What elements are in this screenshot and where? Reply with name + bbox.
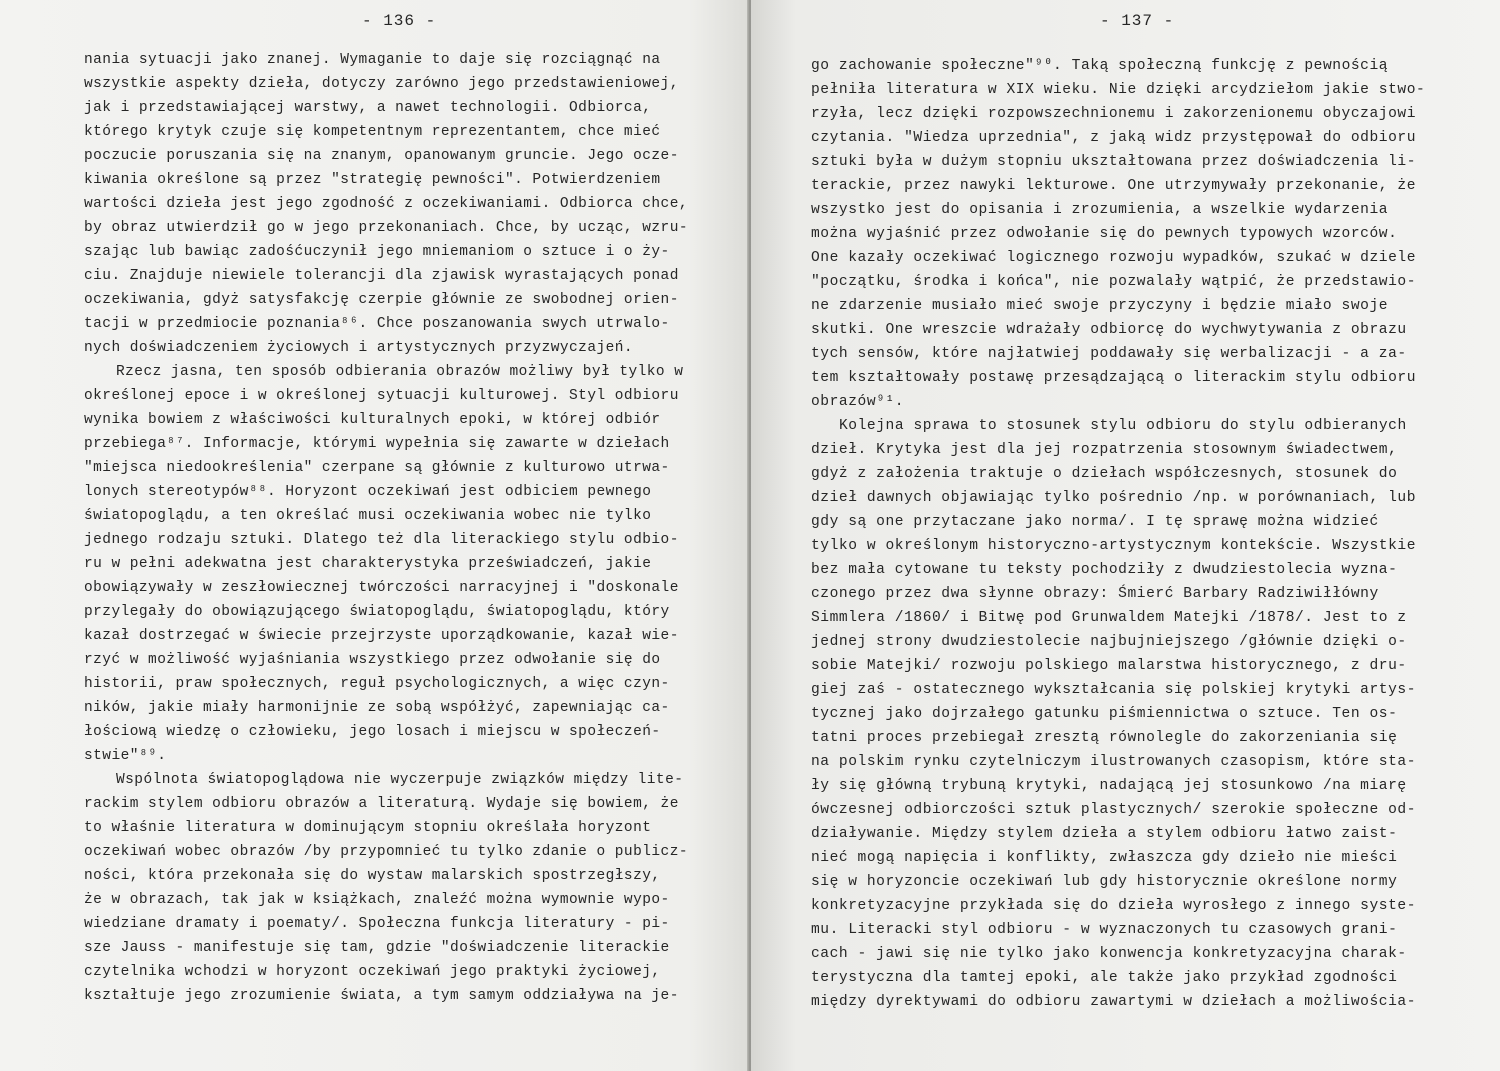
text-line: przylegały do obowiązującego światopoglądu, światopoglądu, który <box>84 604 670 620</box>
text-line: czytania. "Wiedza uprzednia", z jaką widz przystępował do odbioru <box>811 130 1416 146</box>
text-line: kazał dostrzegać w świecie przejrzyste uporządkowanie, kazał wie- <box>84 628 679 644</box>
text-line: wynika bowiem z właściwości kulturalnych epoki, w której odbiór <box>84 412 661 428</box>
text-line: obrazów⁹¹. <box>811 394 905 410</box>
text-line: jednej strony dwudziestolecie najbujniejszego /głównie dzięki o- <box>811 634 1407 650</box>
text-line: się w horyzoncie oczekiwań lub gdy historycznie określone normy <box>811 874 1398 890</box>
text-line: tych sensów, które najłatwiej poddawały się werbalizacji - a za- <box>811 346 1407 362</box>
text-line: kiwania określone są przez "strategię pewności". Potwierdzeniem <box>84 172 661 188</box>
text-line: ciu. Znajduje niewiele tolerancji dla zjawisk wyrastających ponad <box>84 268 679 284</box>
text-line: sze Jauss - manifestuje się tam, gdzie "doświadczenie literackie <box>84 940 670 956</box>
text-line: terystyczna dla tamtej epoki, ale także jako przykład zgodności <box>811 970 1398 986</box>
left-page <box>0 0 749 1071</box>
text-line: One kazały oczekiwać logicznego rozwoju wypadków, szukać w dziele <box>811 250 1416 266</box>
text-line: można wyjaśnić przez odwołanie się do pewnych typowych wzorców. <box>811 226 1398 242</box>
text-line: "miejsca niedookreślenia" czerpane są głównie z kulturowo utrwa- <box>84 460 670 476</box>
text-line: Simmlera /1860/ i Bitwę pod Grunwaldem Matejki /1878/. Jest to z <box>811 610 1407 626</box>
text-line: stwie"⁸⁹. <box>84 748 167 764</box>
text-line: "początku, środka i końca", nie pozwalały wątpić, że przedstawio- <box>811 274 1416 290</box>
text-line: dzieł. Krytyka jest dla jej rozpatrzenia stosownym świadectwem, <box>811 442 1398 458</box>
text-line: czonego przez dwa słynne obrazy: Śmierć Barbary Radziwiłłówny <box>811 586 1379 602</box>
text-line: skutki. One wreszcie wdrażały odbiorcę do wychwytywania z obrazu <box>811 322 1407 338</box>
text-line: nania sytuacji jako znanej. Wymaganie to daje się rozciągnąć na <box>84 52 661 68</box>
text-line: rackim stylem odbioru obrazów a literaturą. Wydaje się bowiem, że <box>84 796 679 812</box>
text-line: określonej epoce i w określonej sytuacji kulturowej. Styl odbioru <box>84 388 679 404</box>
text-line: łościową wiedzę o człowieku, jego losach i miejscu w społeczeń- <box>84 724 661 740</box>
text-line: tem kształtowały postawę przesądzającą o literackim stylu odbioru <box>811 370 1416 386</box>
text-line: tycznej jako dojrzałego gatunku piśmiennictwa o sztuce. Ten os- <box>811 706 1398 722</box>
text-line: ru w pełni adekwatna jest charakterystyka przeświadczeń, jakie <box>84 556 652 572</box>
text-line: cach - jawi się nie tylko jako konwencja konkretyzacyjna charak- <box>811 946 1407 962</box>
text-line: wszystkie aspekty dzieła, dotyczy zarówno jego przedstawieniowej, <box>84 76 679 92</box>
page-number: - 137 - <box>1100 12 1175 30</box>
text-line: konkretyzacyjne przykłada się do dzieła wyrosłego z innego syste- <box>811 898 1416 914</box>
text-line: działywanie. Między stylem dzieła a stylem odbioru łatwo zaist- <box>811 826 1398 842</box>
text-line: gdy są one przytaczane jako norma/. I tę sprawę można widzieć <box>811 514 1379 530</box>
text-line: sztuki była w dużym stopniu ukształtowana przez doświadczenia li- <box>811 154 1416 170</box>
text-line: obowiązywały w zeszłowiecznej twórczości narracyjnej i "doskonale <box>84 580 679 596</box>
text-line: szając lub bawiąc zadośćuczynił jego mniemaniom o sztuce i o ży- <box>84 244 670 260</box>
text-line: światopoglądu, a ten określać musi oczekiwania wobec nie tylko <box>84 508 652 524</box>
text-line: Wspólnota światopoglądowa nie wyczerpuje związków między lite- <box>116 772 684 788</box>
text-line: ówczesnej odbiorczości sztuk plastycznych/ szerokie społeczne od- <box>811 802 1416 818</box>
text-line: tylko w określonym historyczno-artystycznym kontekście. Wszystkie <box>811 538 1416 554</box>
text-line: wszystko jest do opisania i zrozumienia, a wszelkie wydarzenia <box>811 202 1389 218</box>
right-page <box>751 0 1500 1071</box>
text-line: Kolejna sprawa to stosunek stylu odbioru do stylu odbieranych <box>839 418 1407 434</box>
text-line: którego krytyk czuje się kompetentnym reprezentantem, chce mieć <box>84 124 661 140</box>
text-line: na polskim rynku czytelniczym ilustrowanych czasopism, które sta- <box>811 754 1416 770</box>
text-line: tacji w przedmiocie poznania⁸⁶. Chce poszanowania swych utrwalo- <box>84 316 670 332</box>
text-line: nieć mogą napięcia i konflikty, zwłaszcza gdy dzieło nie mieści <box>811 850 1398 866</box>
text-line: sobie Matejki/ rozwoju polskiego malarstwa historycznego, z dru- <box>811 658 1407 674</box>
text-line: historii, praw społecznych, reguł psychologicznych, a więc czyn- <box>84 676 670 692</box>
text-line: między dyrektywami do odbioru zawartymi w dziełach a możliwościa- <box>811 994 1416 1010</box>
text-line: poczucie poruszania się na znanym, opanowanym gruncie. Jego ocze- <box>84 148 679 164</box>
text-line: pełniła literatura w XIX wieku. Nie dzięki arcydziełom jakie stwo- <box>811 82 1426 98</box>
text-line: ników, jakie miały harmonijnie ze sobą współżyć, zapewniając ca- <box>84 700 670 716</box>
text-line: wartości dzieła jest jego zgodność z oczekiwaniami. Odbiorca chce, <box>84 196 688 212</box>
text-line: bez mała cytowane tu teksty pochodziły z dwudziestolecia wyzna- <box>811 562 1398 578</box>
text-line: to właśnie literatura w dominującym stopniu określała horyzont <box>84 820 652 836</box>
text-line: rzyć w możliwość wyjaśniania wszystkiego przez odwołanie się do <box>84 652 661 668</box>
text-line: przebiega⁸⁷. Informacje, którymi wypełnia się zawarte w dziełach <box>84 436 670 452</box>
text-line: mu. Literacki styl odbioru - w wyznaczonych tu czasowych grani- <box>811 922 1398 938</box>
text-line: by obraz utwierdził go w jego przekonaniach. Chce, by ucząc, wzru- <box>84 220 688 236</box>
text-line: go zachowanie społeczne"⁹⁰. Taką społeczną funkcję z pewnością <box>811 58 1389 74</box>
text-line: oczekiwań wobec obrazów /by przypomnieć tu tylko zdanie o publicz- <box>84 844 688 860</box>
text-line: jak i przedstawiającej warstwy, a nawet technologii. Odbiorca, <box>84 100 652 116</box>
text-line: ły się główną trybuną krytyki, nadającą jej stosunkowo /na miarę <box>811 778 1407 794</box>
text-line: kształtuje jego zrozumienie świata, a tym samym oddziaływa na je- <box>84 988 679 1004</box>
text-line: rzyła, lecz dzięki rozpowszechnionemu i zakorzenionemu obyczajowi <box>811 106 1416 122</box>
text-line: Rzecz jasna, ten sposób odbierania obrazów możliwy był tylko w <box>116 364 684 380</box>
text-line: giej zaś - ostatecznego wykształcania się polskiej krytyki artys- <box>811 682 1416 698</box>
left-page-text <box>84 48 724 1008</box>
text-line: oczekiwania, gdyż satysfakcję czerpie głównie ze swobodnej orien- <box>84 292 679 308</box>
text-line: nych doświadczeniem życiowych i artystycznych przyzwyczajeń. <box>84 340 634 356</box>
text-line: czytelnika wchodzi w horyzont oczekiwań jego praktyki życiowej, <box>84 964 661 980</box>
text-line: ności, która przekonała się do wystaw malarskich spostrzegłszy, <box>84 868 661 884</box>
text-line: lonych stereotypów⁸⁸. Horyzont oczekiwań jest odbiciem pewnego <box>84 484 652 500</box>
text-line: ne zdarzenie musiało mieć swoje przyczyny i będzie miało swoje <box>811 298 1389 314</box>
text-line: gdyż z założenia traktuje o dziełach współczesnych, stosunek do <box>811 466 1398 482</box>
text-line: wiedziane dramaty i poematy/. Społeczna funkcja literatury - pi- <box>84 916 670 932</box>
page-number: - 136 - <box>362 12 437 30</box>
right-page-text <box>811 48 1467 1014</box>
text-line: że w obrazach, tak jak w książkach, znaleźć można wymownie wypo- <box>84 892 670 908</box>
text-line: terackie, przez nawyki lekturowe. One utrzymywały przekonanie, że <box>811 178 1416 194</box>
text-line: tatni proces przebiegał zresztą równolegle do zakorzeniania się <box>811 730 1398 746</box>
text-line: dzieł dawnych objawiając tylko pośrednio /np. w porównaniach, lub <box>811 490 1416 506</box>
text-line: jednego rodzaju sztuki. Dlatego też dla literackiego stylu odbio- <box>84 532 679 548</box>
